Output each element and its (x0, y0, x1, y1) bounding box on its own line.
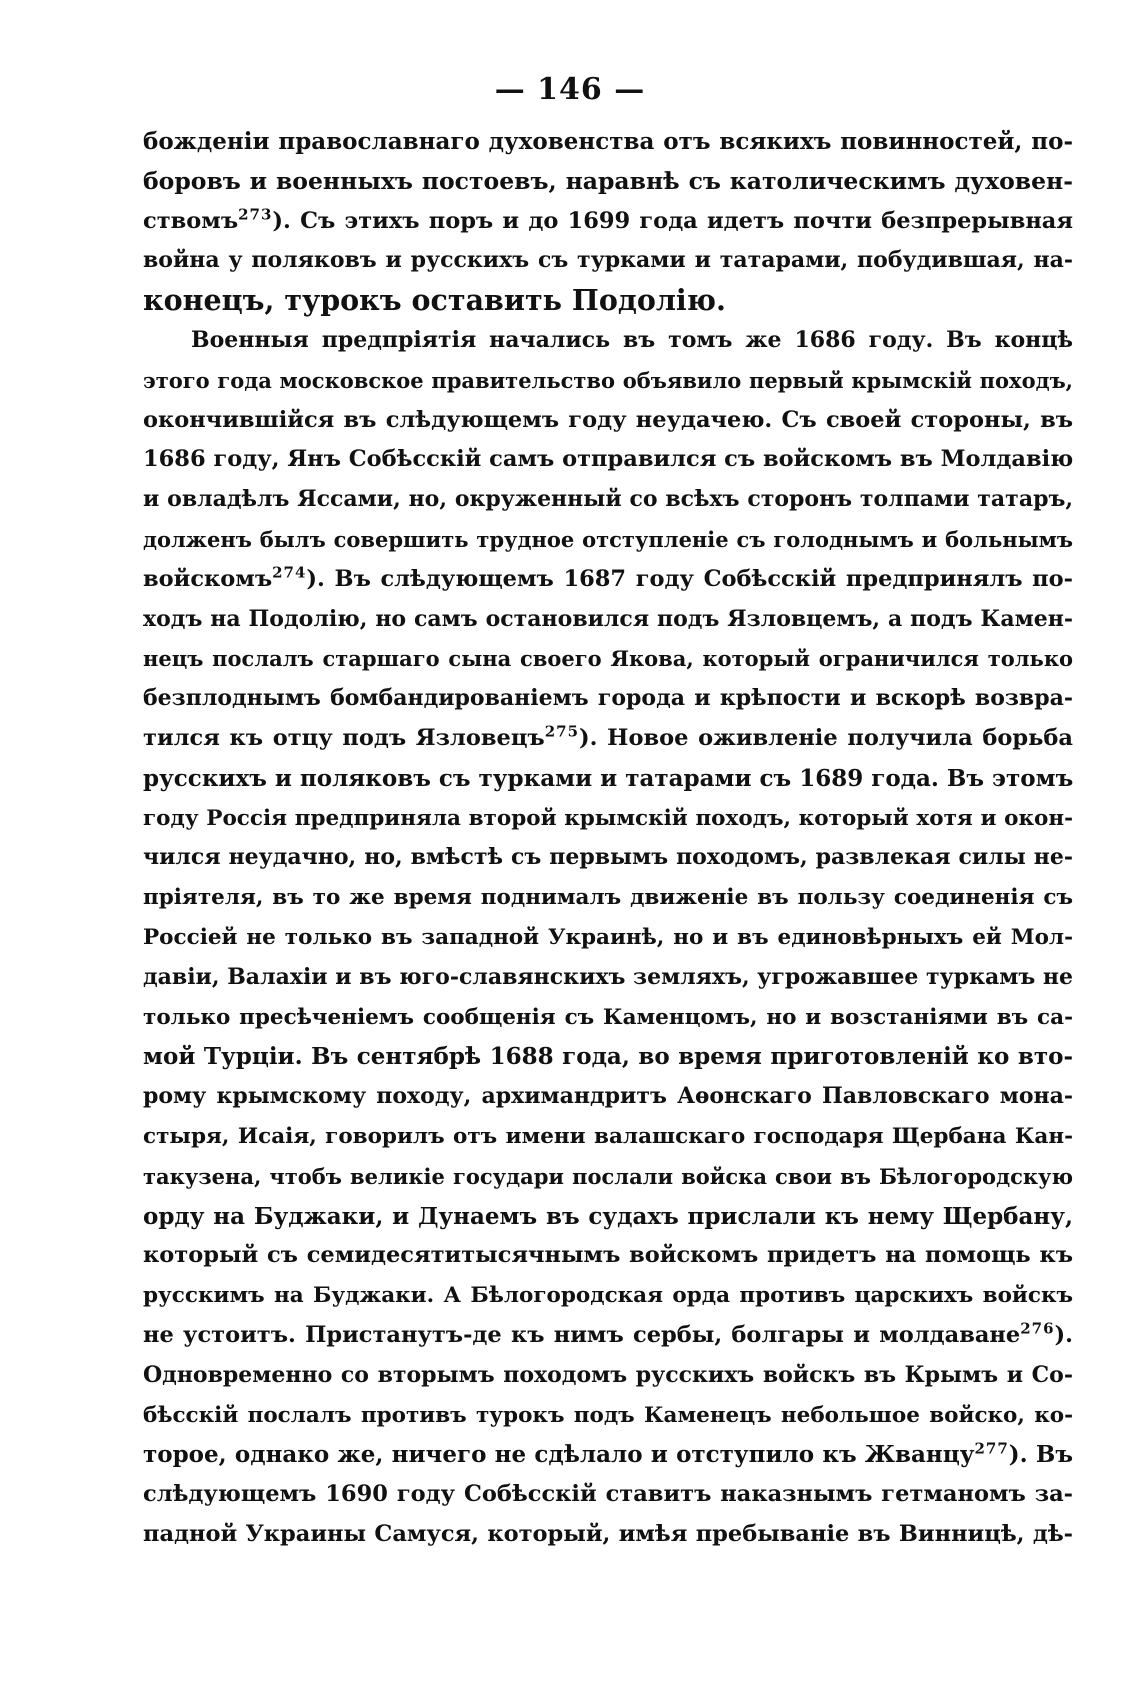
text-line (143, 520, 1073, 560)
line-text: году Россія предприняла второй крымскій походъ, который хотя и окон- (143, 805, 1073, 831)
line-text: ходъ на Подолію, но самъ остановился подъ Язловцемъ, а подъ Камен- (143, 605, 1073, 632)
line-text: 1686 году, Янъ Собѣсскій самъ отправился съ войскомъ въ Молдавію (143, 446, 1074, 473)
text-line (143, 958, 1073, 998)
line-text: который съ семидесятитысячнымъ войскомъ придетъ на помощь къ (143, 1242, 1073, 1269)
line-text: русскимъ на Буджаки. А Бѣлогородская орда противъ царскихъ войскъ (143, 1283, 1073, 1309)
line-text: пріятеля, въ то же время поднималъ движеніе въ пользу соединенія съ (143, 885, 1073, 911)
line-text: бѣсскій послалъ противъ турокъ подъ Каменецъ небольшое войско, ко- (143, 1402, 1073, 1428)
text-line (143, 241, 1073, 281)
line-text: этого года московское правительство объявило первый крымскій походъ, (143, 367, 1073, 393)
line-text: русскихъ и поляковъ съ турками и татарами съ 1689 года. Въ этомъ (143, 764, 1074, 792)
text-line (143, 1435, 1073, 1475)
text-line (143, 759, 1073, 799)
line-text: долженъ былъ совершить трудное отступленіе съ голоднымъ и больнымъ (143, 526, 1073, 552)
line-text: безплоднымъ бомбандированіемъ города и крѣпости и вскорѣ возвра- (143, 685, 1073, 712)
text-line (143, 639, 1073, 679)
line-text: чился неудачно, но, вмѣстѣ съ первымъ походомъ, развлекая силы не- (143, 844, 1073, 871)
text-line (143, 998, 1073, 1038)
text-line (143, 799, 1073, 839)
line-text-tail: ). Съ этихъ поръ и до 1699 года идетъ почти безпрерывная (272, 207, 1073, 234)
text-line (143, 1475, 1073, 1515)
text-line (143, 1077, 1073, 1117)
line-text: и овладѣлъ Яссами, но, окруженный со всѣхъ сторонъ толпами татаръ, (143, 486, 1073, 513)
line-text: не устоитъ. Пристанутъ-де къ нимъ сербы, болгары и молдаване (143, 1321, 1021, 1348)
line-text: Военныя предпріятія начались въ томъ же 1686 году. Въ концѣ (191, 326, 1073, 353)
text-line (143, 1356, 1073, 1396)
line-text: Россіей не только въ западной Украинѣ, но и въ единовѣрныхъ ей Мол- (143, 924, 1073, 950)
body-text (143, 122, 1073, 1555)
text-line (143, 1316, 1073, 1356)
text-line (143, 401, 1073, 441)
line-text: конецъ, турокъ оставить Подолію. (143, 283, 726, 318)
line-text-tail: ). (1054, 1321, 1073, 1348)
text-line (143, 719, 1073, 759)
footnote-reference: 276 (1020, 1319, 1055, 1338)
text-line (143, 560, 1073, 600)
page-number: — 146 — (494, 72, 646, 107)
text-line (143, 1157, 1073, 1197)
text-line (143, 1117, 1073, 1157)
footnote-reference: 275 (544, 722, 580, 741)
text-line (143, 162, 1073, 202)
line-text: окончившійся въ слѣдующемъ году неудачею. Съ своей стороны, въ (143, 406, 1073, 433)
line-text: давіи, Валахіи и въ юго-славянскихъ земляхъ, угрожавшее туркамъ не (143, 963, 1073, 990)
text-line (143, 321, 1073, 361)
text-line (143, 202, 1073, 242)
text-line (143, 1197, 1073, 1237)
line-text-tail: ). Въ слѣдующемъ 1687 году Собѣсскій предпринялъ по- (306, 565, 1073, 592)
line-text: только пресѣченіемъ сообщенія съ Каменцомъ, но и возстаніями въ са- (143, 1004, 1073, 1030)
text-line (143, 281, 1073, 321)
text-line (143, 440, 1073, 480)
footnote-reference: 274 (272, 563, 307, 582)
text-line (143, 600, 1073, 640)
text-line (143, 480, 1073, 520)
line-text-tail: ). Новое оживленіе получила борьба (579, 724, 1073, 751)
text-line (143, 361, 1073, 401)
line-text: орду на Буджаки, и Дунаемъ въ судахъ прислали къ нему Щербану, (143, 1202, 1073, 1230)
line-text: торое, однако же, ничего не сдѣлало и отступило къ Жванцу (143, 1441, 975, 1469)
text-line (143, 122, 1073, 162)
footnote-reference: 277 (974, 1439, 1009, 1458)
line-text: падной Украины Самуся, который, имѣя пребываніе въ Винницѣ, дѣ- (143, 1520, 1073, 1547)
line-text: божденіи православнаго духовенства отъ всякихъ повинностей, по- (143, 128, 1073, 155)
text-line (143, 838, 1073, 878)
line-text: мой Турціи. Въ сентябрѣ 1688 года, во время приготовленій ко вто- (143, 1043, 1073, 1071)
line-text: слѣдующемъ 1690 году Собѣсскій ставитъ наказнымъ гетманомъ за- (143, 1481, 1073, 1508)
text-line (143, 1515, 1073, 1555)
line-text: тился къ отцу подъ Язловецъ (143, 724, 545, 751)
text-line (143, 1037, 1073, 1077)
line-text: стыря, Исаія, говорилъ отъ имени валашскаго господаря Щербана Кан- (143, 1123, 1073, 1149)
text-line (143, 1236, 1073, 1276)
text-line (143, 878, 1073, 918)
line-text: рому крымскому походу, архимандритъ Аѳонскаго Павловскаго мона- (143, 1083, 1073, 1110)
line-text: войскомъ (143, 565, 273, 592)
line-text: нецъ послалъ старшаго сына своего Якова, который ограничился только (143, 646, 1073, 672)
text-line (143, 1396, 1073, 1436)
line-text: ствомъ (143, 207, 239, 234)
line-text: Одновременно со вторымъ походомъ русскихъ войскъ въ Крымъ и Со- (143, 1361, 1073, 1388)
footnote-reference: 273 (238, 205, 273, 224)
line-text: война у поляковъ и русскихъ съ турками и татарами, побудившая, на- (143, 247, 1073, 274)
line-text: такузена, чтобъ великіе государи послали войска свои въ Бѣлогородскую (143, 1163, 1073, 1189)
line-text-tail: ). Въ (1008, 1441, 1073, 1469)
text-line (143, 918, 1073, 958)
text-line (143, 679, 1073, 719)
text-line (143, 1276, 1073, 1316)
line-text: боровъ и военныхъ постоевъ, наравнѣ съ католическимъ духовен- (143, 166, 1073, 195)
